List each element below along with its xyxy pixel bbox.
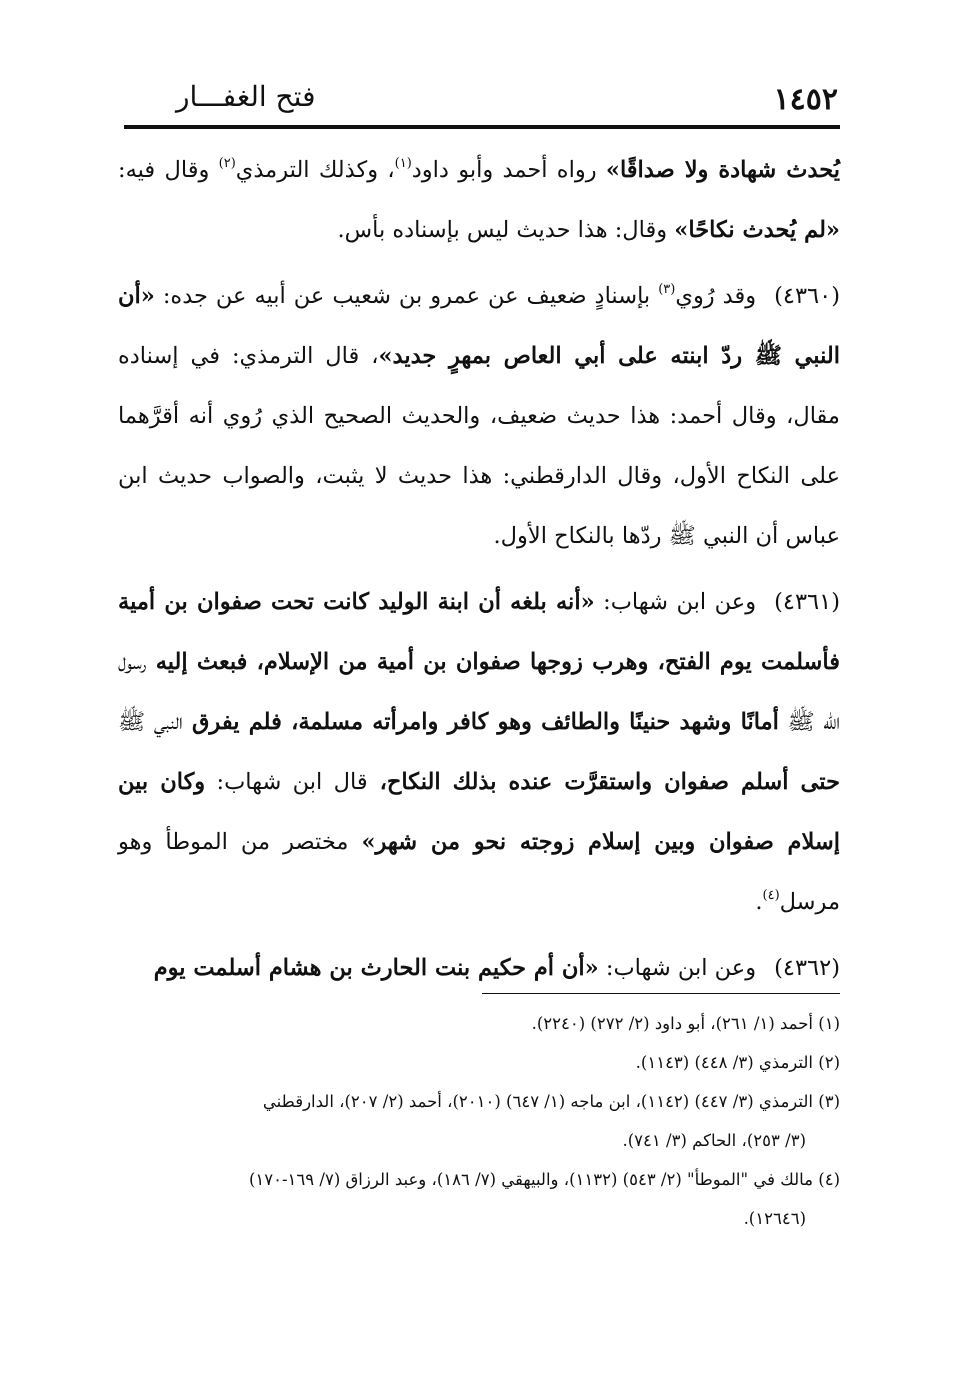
text-segment: ، وكذلك الترمذي xyxy=(235,157,395,183)
footnote-fn1-line: (١) أحمد (١/ ٢٦١)، أبو داود (٢/ ٢٧٢) (٢٢٤٠). xyxy=(531,1014,840,1033)
footnote-fn4-line: (٤) مالك في "الموطأ" (٢/ ٥٤٣) (١١٣٢)، والبيهقي (٧/ ١٨٦)، وعبد الرزاق (٧/ ١٦٩-١٧٠) xyxy=(248,1170,840,1189)
text-segment: وعن ابن شهاب: xyxy=(594,589,757,615)
header-rule xyxy=(124,125,840,129)
hadith-quote: «أنه بلغه أن ابنة الوليد كانت تحت صفوان بن أمية فأسلمت يوم الفتح، وهرب زوجها صفوان بن أمية من الإسلام، فبعث إليه xyxy=(118,589,840,675)
page-header xyxy=(124,78,838,124)
text-segment: بإسنادٍ ضعيف عن عمرو بن شعيب عن أبيه عن جده: xyxy=(154,283,659,309)
text-segment: ، قال الترمذي: في إسناده مقال، وقال أحمد: هذا حديث ضعيف، والحديث الصحيح الذي رُوي أنه أقرَّهما على النكاح الأول، وقال الدارقطني: هذا حديث لا يثبت، والصواب حديث ابن عباس أن النبي ﷺ ردّها بالنكاح الأول. xyxy=(118,343,840,549)
footnote-fn4-line: (١٢٦٤٦). xyxy=(743,1209,806,1228)
hadith-quote: يُحدث شهادة ولا صداقًا» xyxy=(605,157,841,183)
footnote-ref: (٢) xyxy=(218,156,236,171)
main-text xyxy=(118,140,840,998)
hadith-number: (٤٣٦٠) xyxy=(774,283,840,309)
hadith-quote: «أن النبي ﷺ ردّ ابنته على أبي العاص بمهرٍ جديد» xyxy=(118,283,840,369)
footnote-ref: (١) xyxy=(394,156,412,171)
text-segment: وعن ابن شهاب: xyxy=(598,955,757,981)
hadith-number: (٤٣٦١) xyxy=(774,589,841,615)
hadith-number: (٤٣٦٢) xyxy=(774,955,840,981)
hadith-quote: حتى أسلم صفوان واستقرَّت عنده بذلك النكاح، xyxy=(367,769,840,795)
text-segment: وقد رُوي xyxy=(675,283,757,309)
footnote-fn3-line: (٣/ ٢٥٣)، الحاكم (٣/ ٧٤١). xyxy=(622,1131,806,1150)
text-segment: النبي ﷺ xyxy=(118,709,183,735)
paragraph-p4360 xyxy=(118,266,840,566)
hadith-quote: أمانًا وشهد حنينًا والطائف وهو كافر وامرأته مسلمة، فلم يفرق xyxy=(182,709,779,735)
text-segment: قال ابن شهاب: xyxy=(205,769,368,795)
paragraph-p0 xyxy=(118,140,840,260)
footnote-fn3-line: (٣) الترمذي (٣/ ٤٤٧) (١١٤٢)، ابن ماجه (١/ ٦٤٧) (٢٠١٠)، أحمد (٢/ ٢٠٧)، الدارقطني xyxy=(262,1092,840,1111)
book-title: فتح الغفـــار xyxy=(176,80,316,113)
hadith-quote: «لم يُحدث نكاحًا» xyxy=(674,217,840,243)
text-segment: وقال فيه: xyxy=(118,157,219,183)
hadith-quote: وكان بين إسلام صفوان وبين إسلام زوجته نحو من شهر» xyxy=(118,769,841,855)
text-segment: . xyxy=(755,889,763,915)
text-segment: وقال: هذا حديث ليس بإسناده بأس. xyxy=(337,217,675,243)
text-segment: رسول الله ﷺ xyxy=(118,649,841,735)
hadith-quote: «أن أم حكيم بنت الحارث بن هشام أسلمت يوم xyxy=(153,955,599,981)
footnote-fn2-line: (٢) الترمذي (٣/ ٤٤٨) (١١٤٣). xyxy=(635,1053,840,1072)
footnote-ref: (٤) xyxy=(762,888,780,903)
footnote-separator xyxy=(482,993,840,994)
text-segment: رواه أحمد وأبو داود xyxy=(411,157,606,183)
paragraph-p4361 xyxy=(118,572,840,932)
text-segment: مختصر من الموطأ وهو مرسل xyxy=(118,829,840,915)
footnotes xyxy=(124,1004,840,1238)
page-number: ١٤٥٢ xyxy=(773,82,838,117)
footnote-ref: (٣) xyxy=(658,282,676,297)
paragraph-p4362 xyxy=(118,938,840,998)
